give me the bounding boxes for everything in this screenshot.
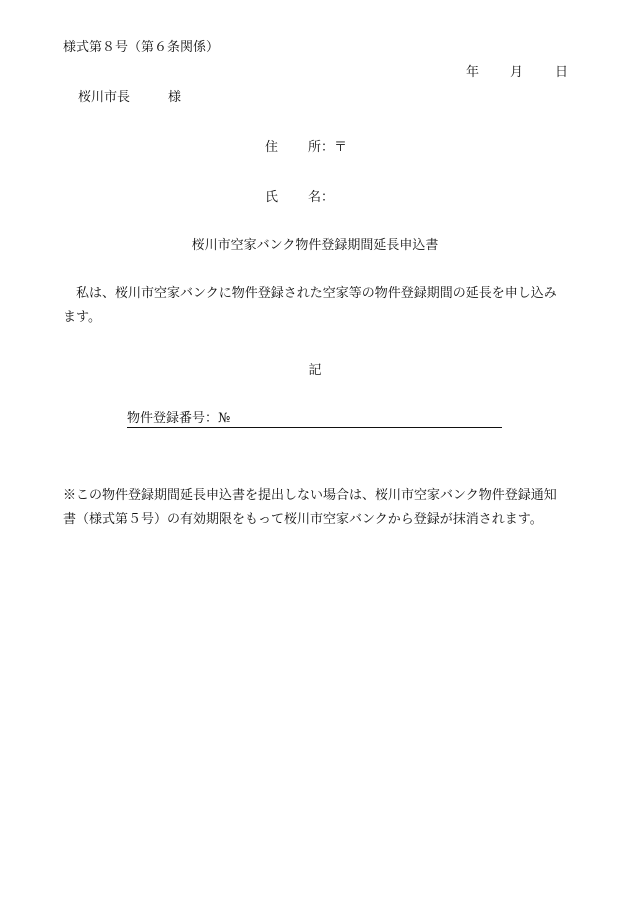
addressee-name: 桜川市長 xyxy=(78,90,131,105)
body-text: 私は、桜川市空家バンクに物件登録された空家等の物件登録期間の延長を申し込みます。 xyxy=(63,286,557,325)
note-text: ※この物件登録期間延長申込書を提出しない場合は、桜川市空家バンク物件登録通知書（様式第５号）の有効期限をもって桜川市空家バンクから登録が抹消されます。 xyxy=(63,488,557,527)
name-label xyxy=(265,186,335,205)
date-day-label: 日 xyxy=(555,65,569,80)
address-label xyxy=(265,136,348,155)
date-line xyxy=(466,61,568,80)
name-label-char-2: 名： xyxy=(308,190,335,205)
addressee-honorific: 様 xyxy=(168,90,182,105)
registration-number-field xyxy=(127,407,502,428)
address-label-char-1: 住 xyxy=(265,140,279,155)
form-number: 様式第８号（第６条関係） xyxy=(63,40,220,55)
name-label-char-1: 氏 xyxy=(265,190,279,205)
name-row xyxy=(265,186,335,205)
ki-heading: 記 xyxy=(308,363,322,378)
address-label-char-2: 所：〒 xyxy=(308,140,348,155)
date-month-label: 月 xyxy=(510,65,524,80)
date-year-label: 年 xyxy=(466,65,480,80)
registration-number-label: 物件登録番号：№ xyxy=(127,411,231,426)
addressee xyxy=(78,86,181,105)
document-title: 桜川市空家バンク物件登録期間延長申込書 xyxy=(191,238,439,253)
address-row xyxy=(265,136,348,155)
